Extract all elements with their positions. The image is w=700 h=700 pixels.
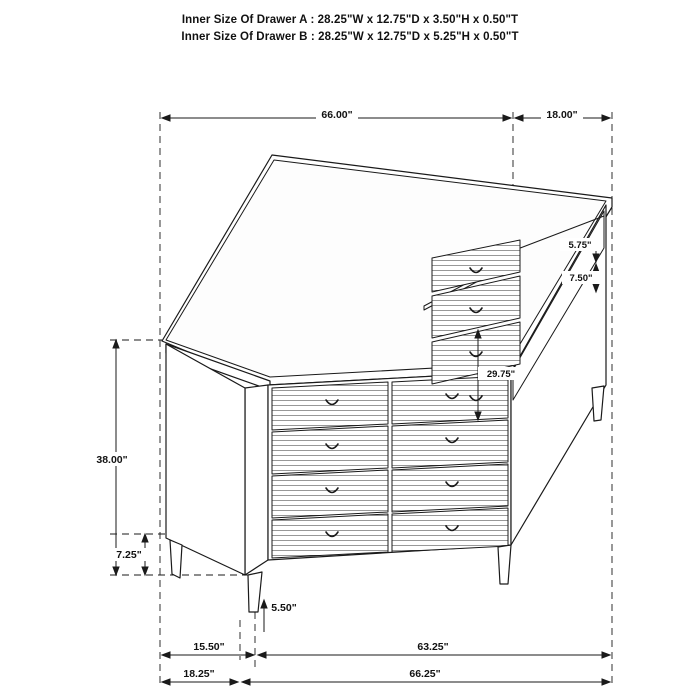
dim-base-depth: 18.25": [183, 668, 215, 680]
dim-total-height: 38.00": [96, 454, 128, 466]
dim-drawer-height-b: 7.50": [569, 273, 593, 284]
drawer-b-note: Inner Size Of Drawer B : 28.25"W x 12.75"D x 5.25"H x 0.50"T: [181, 31, 519, 43]
drawer-a-note: Inner Size Of Drawer A : 28.25"W x 12.75"D x 3.50"H x 0.50"T: [181, 14, 519, 26]
dim-front-width-outer: 66.25": [409, 668, 441, 680]
dim-drawer-stack-height: 29.75": [486, 369, 516, 380]
dim-leg-height: 7.25": [116, 549, 142, 561]
dim-front-width-inner: 63.25": [417, 641, 449, 653]
dim-side-depth: 15.50": [193, 641, 225, 653]
dim-top-width-main: 66.00": [321, 109, 353, 121]
dim-drawer-height-a: 5.75": [568, 240, 592, 251]
dim-leg-offset: 5.50": [271, 602, 297, 614]
dim-top-width-side: 18.00": [546, 109, 578, 121]
